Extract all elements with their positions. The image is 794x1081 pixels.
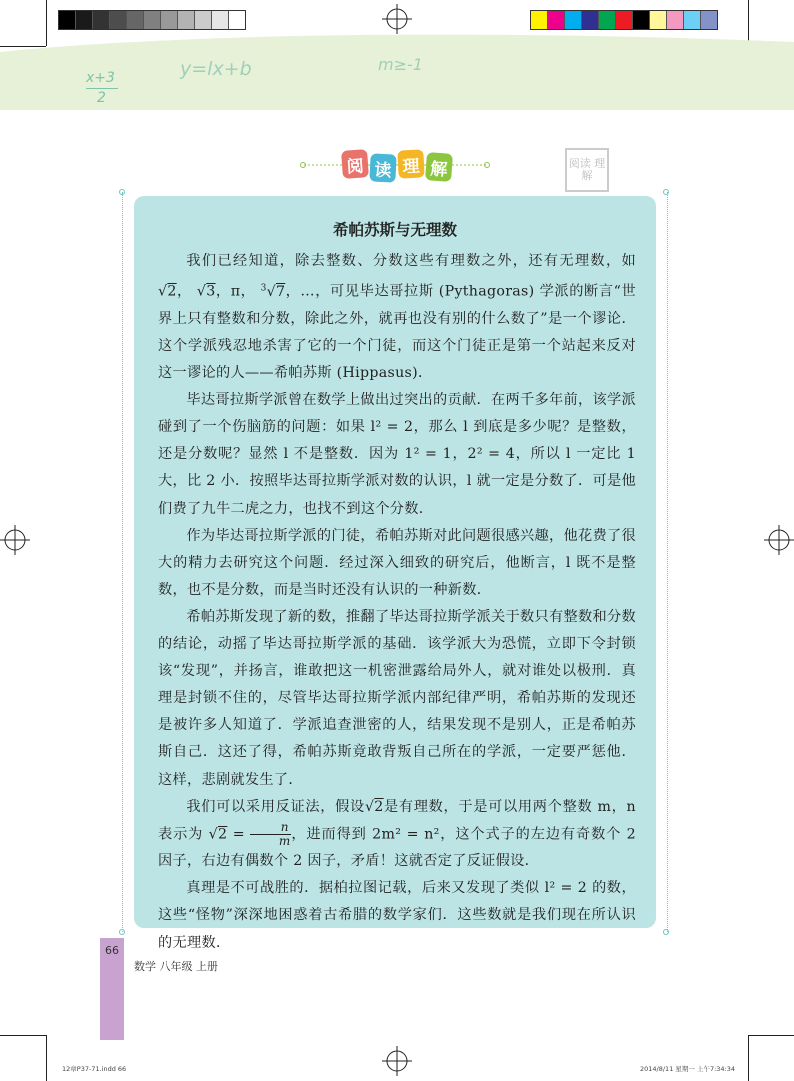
pi-symbol: π <box>230 283 241 300</box>
paragraph-2: 毕达哥拉斯学派曾在数学上做出过突出的贡献．在两千多年前，该学派碰到了一个伤脑筋的问题：如果 l² = 2，那么 l 到底是多少呢？是整数，还是分数呢？显然 l 不是整数．因为 1² = 1，2² = 4，所以 l 一定比 1 大，比 2 小．按照毕达哥拉斯学派对数的认识，l 就一定是分数了．可是他们费了九牛二虎之力，也找不到这个分数． <box>158 392 636 517</box>
header-formula: 2 <box>97 90 106 106</box>
paragraph-text: 是有理数，于是可以用两个整数 m，n 表示为 <box>158 798 636 843</box>
fraction-numerator: n <box>250 821 290 835</box>
paragraph-text: 我们已经知道，除去整数、分数这些有理数之外，还有无理数，如 <box>186 253 636 269</box>
paragraph-text: ，…，可见毕达哥拉斯 (Pythagoras) 学派的断言“世界上只有整数和分数，除此之外，就再也没有别的什么数了”是一个谬论．这个学派残忍地杀害了它的一个门徒，而这个门徒正是第一个站起来反对这一谬论的人——希帕苏斯 (Hippasus)． <box>158 283 636 382</box>
print-slug-left: 12章P37-71.indd 66 <box>62 1065 127 1073</box>
radicand: 2 <box>374 798 384 815</box>
crop-mark <box>46 1035 47 1081</box>
crop-mark <box>748 1035 794 1036</box>
frame-corner-icon <box>662 928 670 936</box>
seal-logo: 阅读 理解 <box>565 148 609 192</box>
sqrt-expression: √2 <box>158 283 177 300</box>
radicand: 2 <box>218 826 228 843</box>
registration-mark-icon <box>0 525 30 555</box>
paragraph-text: ，进而得到 2m² = n²，这个式子的左边有奇数个 2 因子，右边有偶数个 2 因子，矛盾！这就否定了反证假设． <box>158 826 636 870</box>
book-title: 数学 八年级 上册 <box>134 960 218 973</box>
title-tile: 读 <box>369 153 396 182</box>
title-tile: 理 <box>397 149 424 178</box>
title-tile: 阅 <box>341 149 369 179</box>
fraction-denominator: m <box>278 833 291 848</box>
crop-mark <box>748 1035 749 1081</box>
sqrt-expression: √3 <box>196 283 216 300</box>
sqrt-expression: √2 <box>208 826 228 843</box>
page-number: 66 <box>105 944 119 957</box>
fraction <box>250 821 290 848</box>
frame-corner-icon <box>662 188 670 196</box>
paragraph-4: 希帕苏斯发现了新的数，推翻了毕达哥拉斯学派关于数只有整数和分数的结论，动摇了毕达哥拉斯学派的基础．该学派大为恐慌，立即下令封锁该“发现”，并扬言，谁敢把这一机密泄露给局外人，就对谁处以极刑．真理是封锁不住的，尽管毕达哥拉斯学派内部纪律严明，希帕苏斯的发现还是被许多人知道了．学派追查泄密的人，结果发现不是别人，正是希帕苏斯自己．这还了得，希帕苏斯竟敢背叛自己所在的学派，一定要严惩他．这样，悲剧就发生了． <box>158 608 636 788</box>
header-formula: m≥-1 <box>378 55 423 74</box>
paragraph-6: 真理是不可战胜的．据柏拉图记载，后来又发现了类似 l² = 2 的数，这些“怪物”深深地困惑着古希腊的数学家们．这些数就是我们现在所认识的无理数． <box>158 880 636 951</box>
paragraph-5: 我们可以采用反证法，假设√2是有理数，于是可以用两个整数 m，n 表示为 √2 = $\frac{n}{m}$ ，进而得到 2m² = n²，这个式子的左边有奇数个 2 因子，右边有偶数个 2 因子，矛盾！这就否定了反证假设． <box>158 798 636 870</box>
radicand: 3 <box>206 283 216 300</box>
section-title <box>300 150 490 186</box>
paragraph-text: 我们可以采用反证法，假设 <box>186 798 365 815</box>
title-tile: 解 <box>425 152 453 182</box>
header-formula: x+3 <box>86 70 115 86</box>
article-title: 希帕苏斯与无理数 <box>332 221 457 239</box>
root-index: 3 <box>260 283 267 294</box>
header-formula: y=lx+b <box>180 58 252 80</box>
cube-root-expression: $^3$√7 <box>260 283 286 300</box>
article-body <box>158 248 636 957</box>
frame-corner-icon <box>118 188 126 196</box>
registration-mark-icon <box>382 1046 412 1076</box>
header-formula-divider <box>86 88 118 89</box>
paragraph-1: 我们已经知道，除去整数、分数这些有理数之外，还有无理数，如 √2， √3，π， $^3$√7，…，可见毕达哥拉斯 (Pythagoras) 学派的断言“世界上只有整数和分数，除此之外，就再也没有别的什么数了”是一个谬论．这个学派残忍地杀害了它的一个门徒，而这个门徒正是第一个站起来反对这一谬论的人——希帕苏斯 (Hippasus)． <box>158 253 636 382</box>
print-slug-right: 2014/8/11 星期一 上午7:34:34 <box>640 1065 736 1073</box>
radicand: 7 <box>275 283 286 300</box>
paragraph-3: 作为毕达哥拉斯学派的门徒，希帕苏斯对此问题很感兴趣，他花费了很大的精力去研究这个问题．经过深入细致的研究后，他断言，l 既不是整数，也不是分数，而是当时还没有认识的一种新数． <box>158 527 636 598</box>
sqrt-expression: √2 <box>364 798 384 815</box>
crop-mark <box>0 1035 46 1036</box>
radicand: 2 <box>167 283 177 300</box>
registration-mark-icon <box>764 525 794 555</box>
frame-corner-icon <box>118 928 126 936</box>
